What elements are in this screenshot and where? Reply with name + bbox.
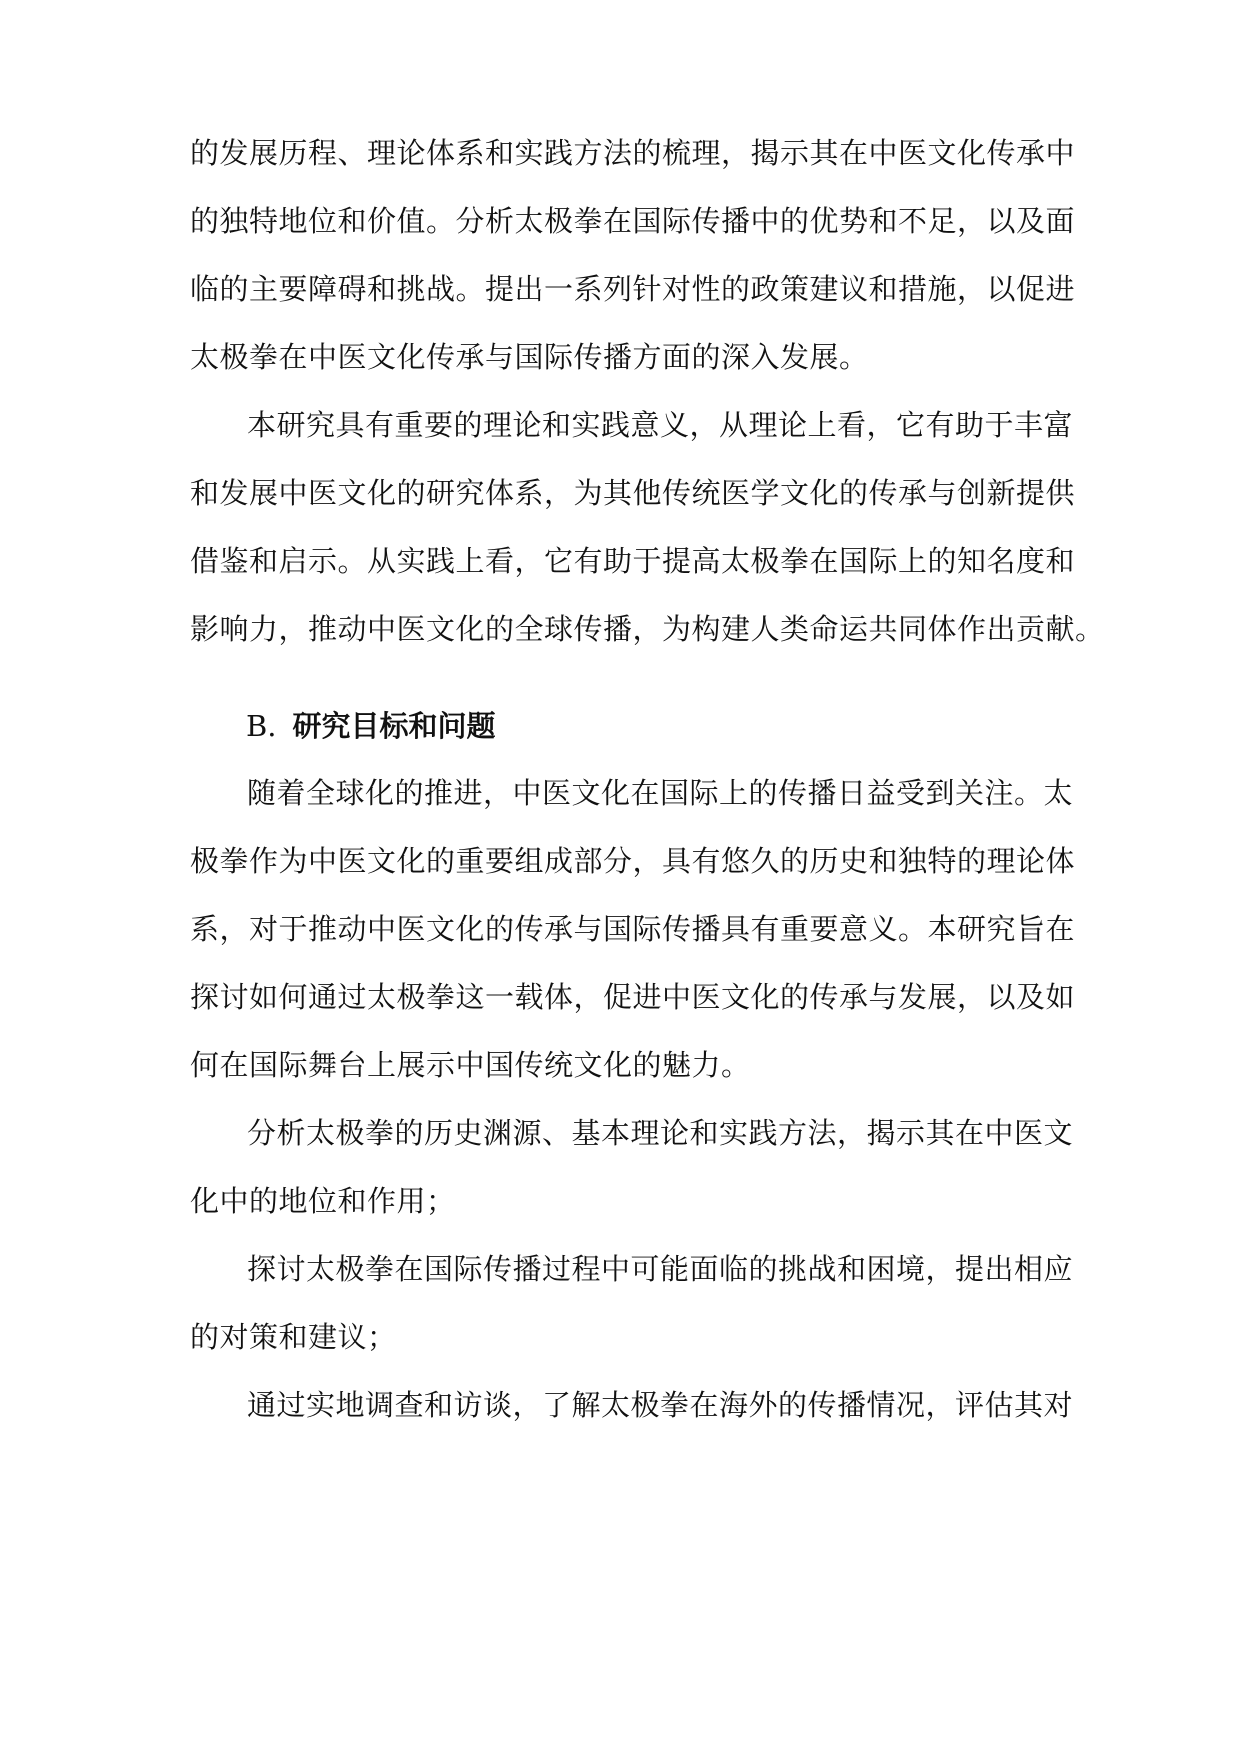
paragraph-line: 探讨如何通过太极拳这一载体，促进中医文化的传承与发展，以及如 — [190, 980, 1076, 1014]
paragraph-line: 和发展中医文化的研究体系，为其他传统医学文化的传承与创新提供 — [190, 476, 1076, 510]
paragraph-line: 通过实地调查和访谈，了解太极拳在海外的传播情况，评估其对 — [247, 1388, 1074, 1422]
paragraph-line: 的发展历程、理论体系和实践方法的梳理，揭示其在中医文化传承中 — [190, 136, 1076, 170]
paragraph-line: 太极拳在中医文化传承与国际传播方面的深入发展。 — [190, 340, 869, 374]
paragraph-line: 的对策和建议； — [190, 1320, 397, 1354]
paragraph-line: 本研究具有重要的理论和实践意义，从理论上看，它有助于丰富 — [247, 408, 1074, 442]
paragraph-line: 的独特地位和价值。分析太极拳在国际传播中的优势和不足，以及面 — [190, 204, 1076, 238]
paragraph-line: 何在国际舞台上展示中国传统文化的魅力。 — [190, 1048, 751, 1082]
section-number: B. — [246, 709, 277, 743]
paragraph-line: 系，对于推动中医文化的传承与国际传播具有重要意义。本研究旨在 — [190, 912, 1076, 946]
paragraph-line: 借鉴和启示。从实践上看，它有助于提高太极拳在国际上的知名度和 — [190, 544, 1076, 578]
section-heading — [246, 706, 496, 746]
paragraph-line: 探讨太极拳在国际传播过程中可能面临的挑战和困境，提出相应 — [247, 1252, 1074, 1286]
paragraph-line: 影响力，推动中医文化的全球传播，为构建人类命运共同体作出贡献。 — [190, 612, 1105, 646]
paragraph-line: 化中的地位和作用； — [190, 1184, 456, 1218]
paragraph-line: 随着全球化的推进，中医文化在国际上的传播日益受到关注。太 — [247, 776, 1074, 810]
paragraph-line: 分析太极拳的历史渊源、基本理论和实践方法，揭示其在中医文 — [247, 1116, 1074, 1150]
section-title: 研究目标和问题 — [292, 709, 496, 743]
paragraph-line: 临的主要障碍和挑战。提出一系列针对性的政策建议和措施，以促进 — [190, 272, 1076, 306]
paragraph-line: 极拳作为中医文化的重要组成部分，具有悠久的历史和独特的理论体 — [190, 844, 1076, 878]
